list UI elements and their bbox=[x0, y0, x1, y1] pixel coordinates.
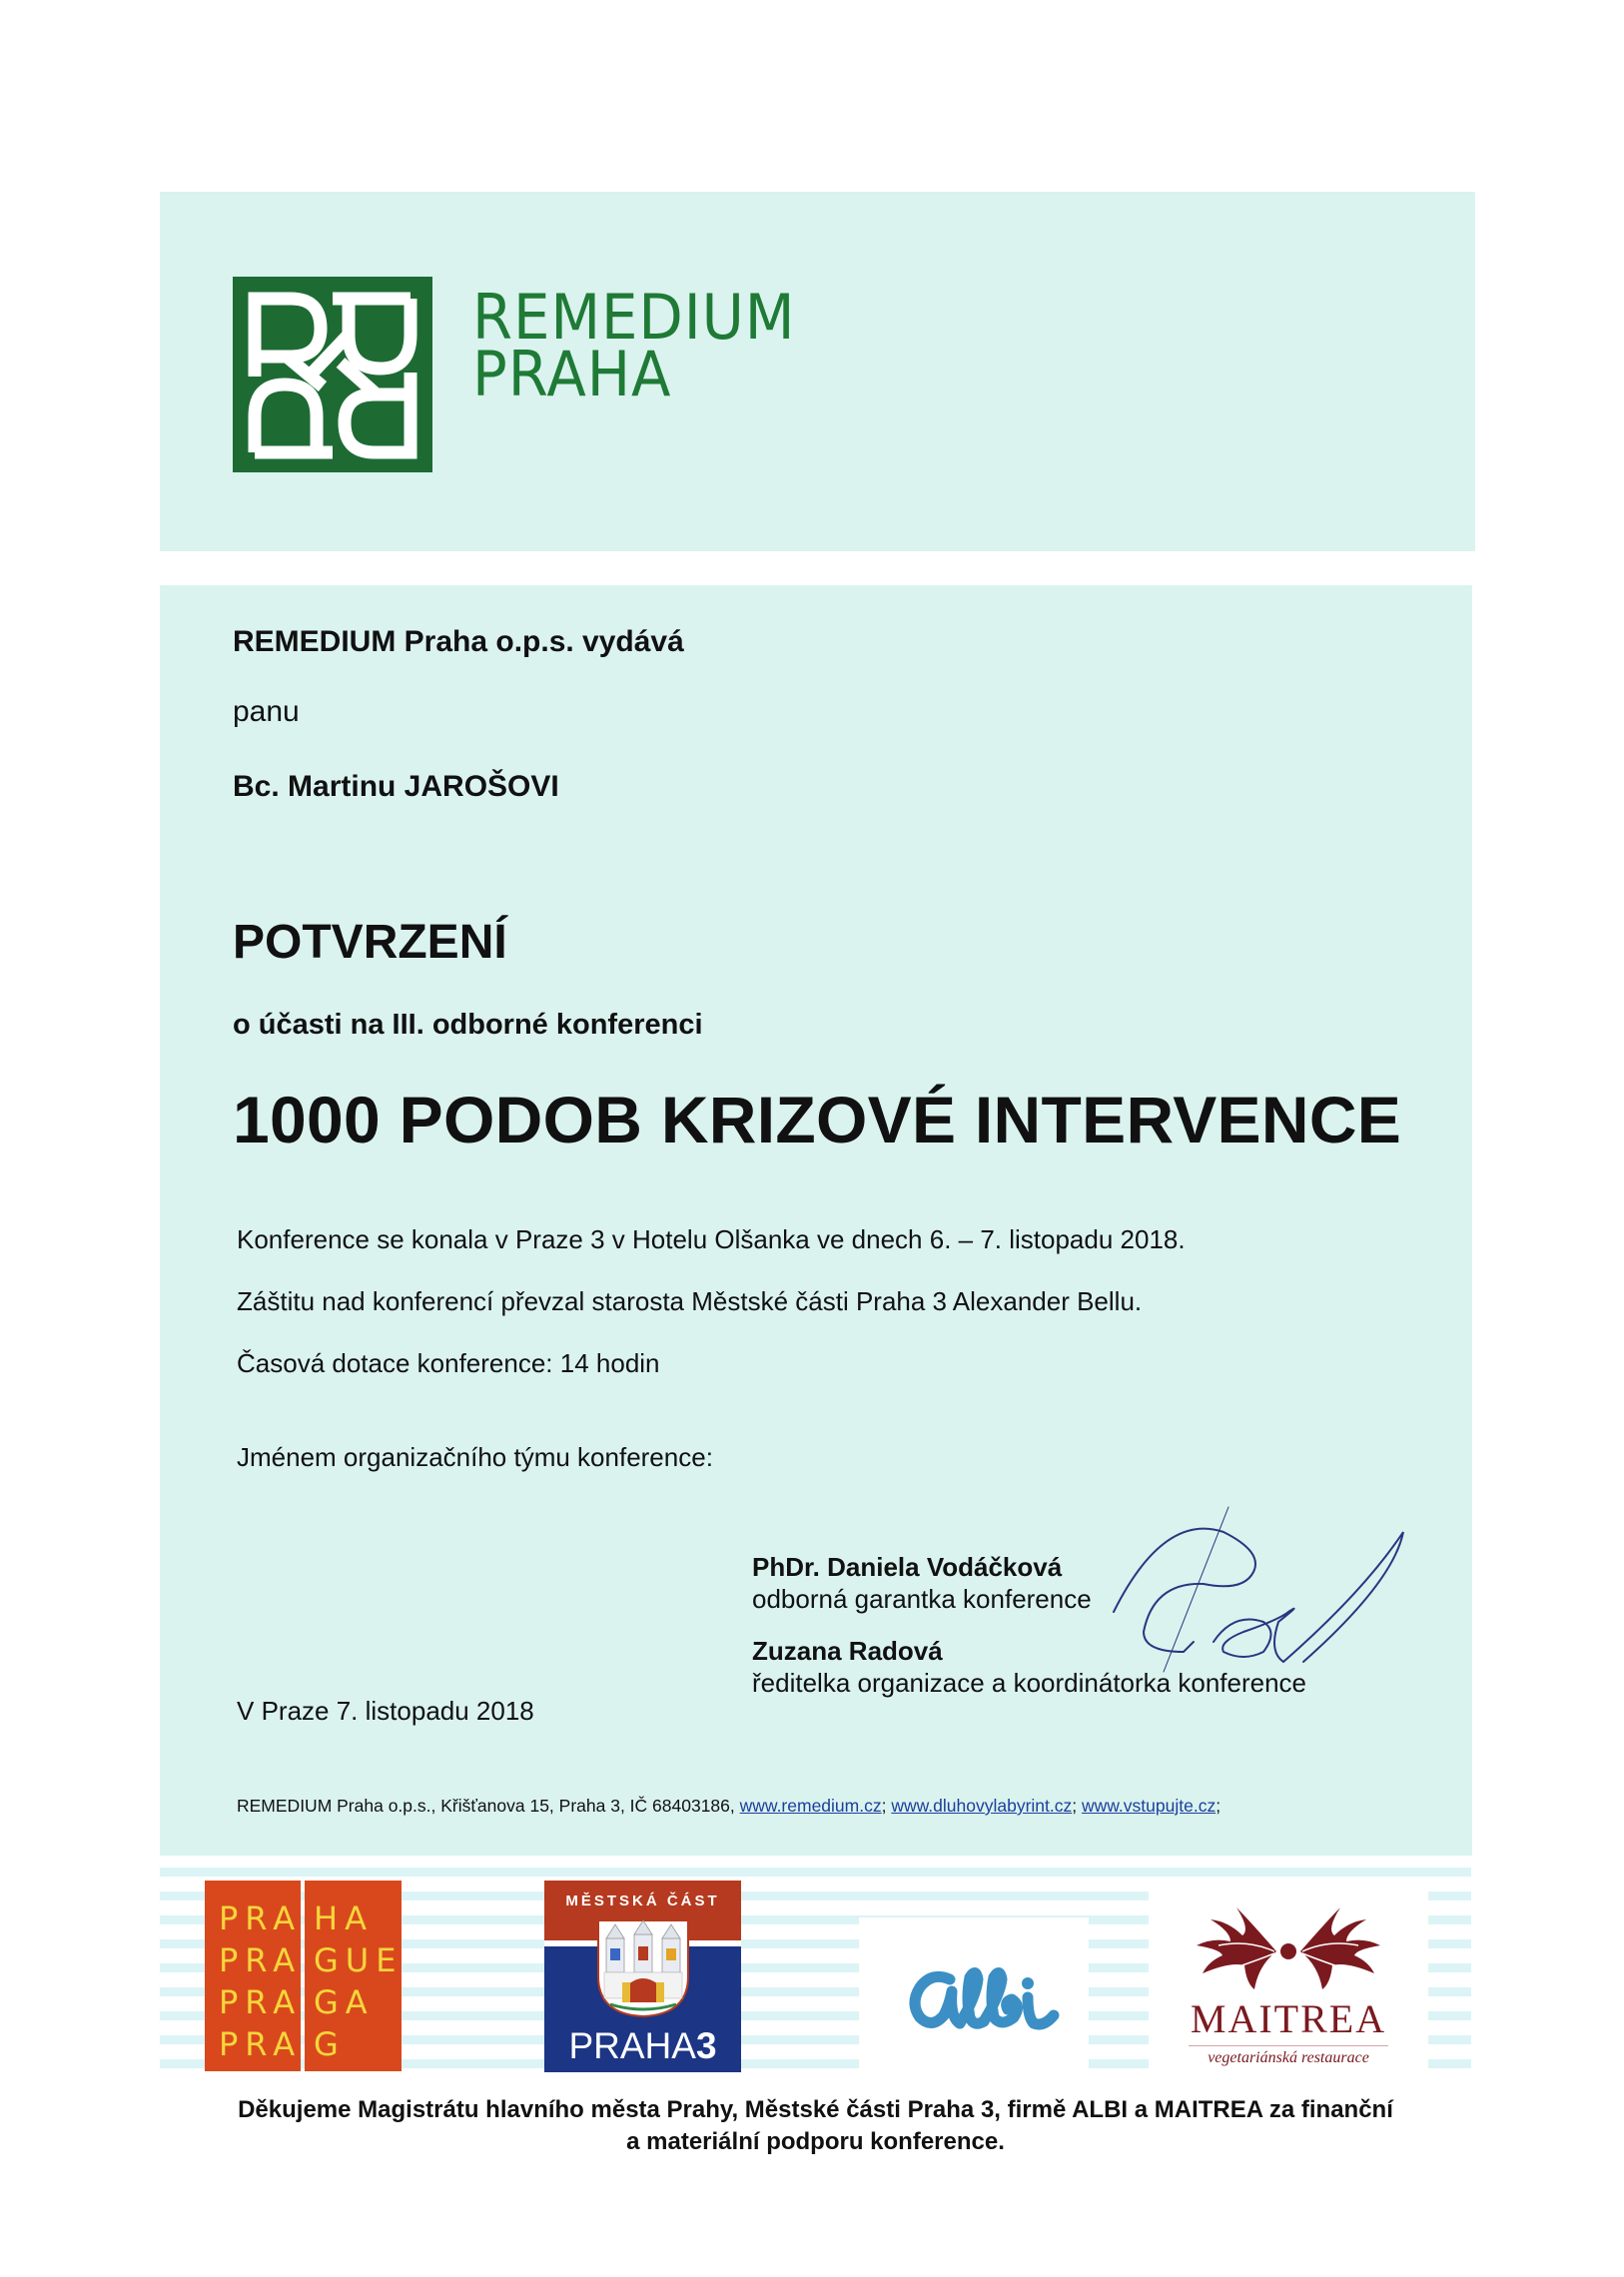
salutation: panu bbox=[233, 695, 300, 728]
albi-text: Albi bbox=[904, 1957, 906, 1958]
org-name-line2: PRAHA bbox=[472, 338, 672, 410]
maitrea-logo bbox=[1159, 1899, 1418, 2069]
org-name-line1: REMEDIUM bbox=[472, 281, 796, 354]
document-title: POTVRZENÍ bbox=[233, 916, 507, 969]
certificate-body bbox=[160, 585, 1472, 1856]
rrrr-logo-icon bbox=[233, 277, 432, 472]
praha-logo-text: PRA bbox=[219, 2025, 303, 2063]
signatory-role: ředitelka organizace a koordinátorka konference bbox=[752, 1668, 1307, 1698]
signatory-role: odborná garantka konference bbox=[752, 1584, 1092, 1614]
praha3-name-text: PRAHA bbox=[568, 2025, 696, 2066]
maitrea-name: MAITREA bbox=[1190, 1996, 1387, 2041]
signatory-name: PhDr. Daniela Vodáčková bbox=[752, 1552, 1063, 1582]
signatory-name: Zuzana Radová bbox=[752, 1636, 943, 1666]
issuer-line: REMEDIUM Praha o.p.s. vydává bbox=[233, 625, 684, 658]
praha-logo-left bbox=[205, 1881, 301, 2071]
handwritten-signature bbox=[1104, 1502, 1423, 1692]
praha-city-logo bbox=[205, 1881, 402, 2071]
praha-logo-text: PRA bbox=[219, 1983, 303, 2021]
maitrea-rule bbox=[1189, 2045, 1388, 2046]
link-trailing: ; bbox=[1216, 1796, 1221, 1816]
thanks-line-1: Děkujeme Magistrátu hlavního města Prahy, Městské části Praha 3, firmě ALBI a MAITREA za finanční bbox=[238, 2096, 1393, 2123]
praha-logo-text: G bbox=[314, 2025, 346, 2063]
albi-logo bbox=[904, 1957, 1074, 2037]
albi-wordmark-icon bbox=[904, 1957, 1074, 2037]
praha3-district-logo bbox=[544, 1881, 741, 2072]
link-dluhovylabyrint[interactable]: www.dluhovylabyrint.cz bbox=[891, 1796, 1073, 1816]
remedium-logo-mark bbox=[233, 277, 432, 472]
lotus-icon bbox=[1159, 1899, 1418, 1999]
info-venue: Konference se konala v Praze 3 v Hotelu Olšanka ve dnech 6. – 7. listopadu 2018. bbox=[237, 1224, 1186, 1254]
conference-name: 1000 PODOB KRIZOVÉ INTERVENCE bbox=[233, 1083, 1402, 1156]
place-and-date: V Praze 7. listopadu 2018 bbox=[237, 1696, 534, 1726]
praha3-number: 3 bbox=[695, 2025, 717, 2066]
praha-logo-text: PRA bbox=[219, 1899, 303, 1937]
maitrea-tagline: vegetariánská restaurace bbox=[1208, 2049, 1369, 2066]
praha3-caption: MĚSTSKÁ ČÁST bbox=[565, 1893, 720, 1909]
link-remedium[interactable]: www.remedium.cz bbox=[739, 1796, 882, 1816]
praha-logo-text: GA bbox=[314, 1983, 375, 2021]
thanks-line-2: a materiální podporu konference. bbox=[626, 2128, 1005, 2155]
praha3-name bbox=[544, 2026, 741, 2066]
praha-logo-text: PRA bbox=[219, 1941, 303, 1979]
link-separator: ; bbox=[881, 1796, 892, 1816]
info-patronage: Záštitu nad konferencí převzal starosta Městské části Praha 3 Alexander Bellu. bbox=[237, 1286, 1143, 1316]
header-panel bbox=[160, 192, 1475, 551]
praha-logo-right bbox=[305, 1881, 402, 2071]
on-behalf-line: Jménem organizačního týmu konference: bbox=[237, 1442, 713, 1472]
footer-address: REMEDIUM Praha o.p.s., Křišťanova 15, Praha 3, IČ 68403186, bbox=[237, 1796, 740, 1816]
coat-of-arms-icon bbox=[596, 1918, 690, 2018]
link-separator: ; bbox=[1072, 1796, 1082, 1816]
praha-logo-text: GUE bbox=[314, 1941, 404, 1979]
footer-contact bbox=[237, 1796, 1220, 1817]
recipient-name: Bc. Martinu JAROŠOVI bbox=[233, 770, 559, 803]
link-vstupujte[interactable]: www.vstupujte.cz bbox=[1081, 1796, 1217, 1816]
info-duration: Časová dotace konference: 14 hodin bbox=[237, 1348, 660, 1378]
document-subtitle: o účasti na III. odborné konferenci bbox=[233, 1009, 703, 1041]
praha-logo-text: HA bbox=[314, 1899, 374, 1937]
